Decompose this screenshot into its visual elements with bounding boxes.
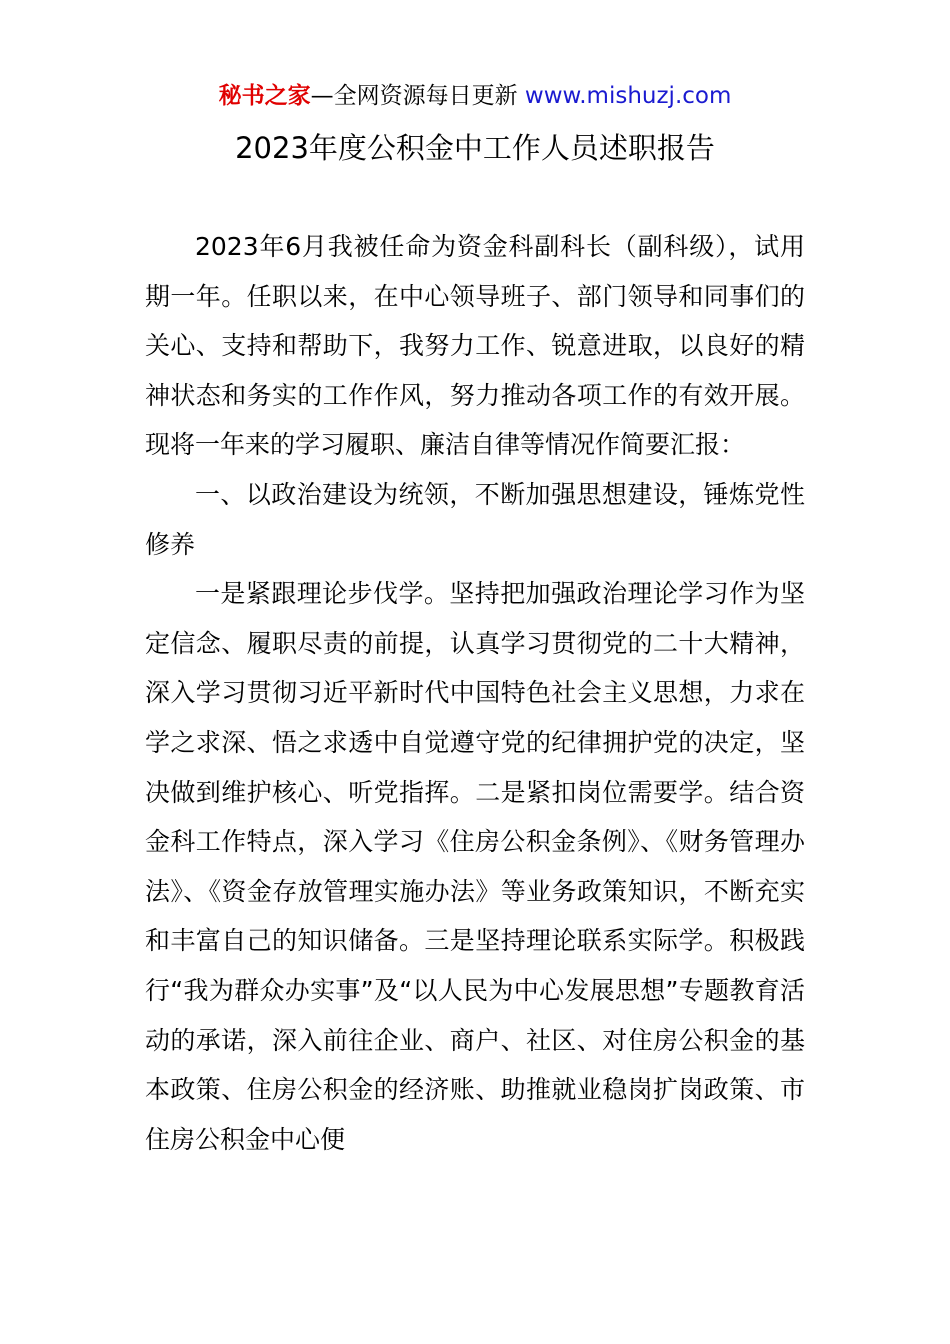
document-title: 2023年度公积金中工作人员述职报告 bbox=[235, 131, 715, 165]
section-heading-1: 一、以政治建设为统领，不断加强思想建设，锤炼党性修养 bbox=[145, 479, 805, 559]
document-body bbox=[145, 222, 805, 1164]
site-url-link[interactable]: www.mishuzj.com bbox=[524, 83, 732, 109]
paragraph-study: 一是紧跟理论步伐学。坚持把加强政治理论学习作为坚定信念、履职尽责的前提，认真学习贯彻党的二十大精神，深入学习贯彻习近平新时代中国特色社会主义思想，力求在学之求深、悟之求透中自觉遵守党的纪律拥护党的决定，坚决做到维护核心、听党指挥。二是紧扣岗位需要学。结合资金科工作特点，深入学习《住房公积金条例》、《财务管理办法》、《资金存放管理实施办法》等业务政策知识，不断充实和丰富自己的知识储备。三是坚持理论联系实际学。积极践行“我为群众办实事”及“以人民为中心发展思想”专题教育活动的承诺，深入前往企业、商户、社区、对住房公积金的基本政策、住房公积金的经济账、助推就业稳岗扩岗政策、市住房公积金中心便 bbox=[145, 579, 805, 1154]
brand-name: 秘书之家 bbox=[218, 83, 311, 109]
paragraph-intro: 2023年6月我被任命为资金科副科长（副科级），试用期一年。任职以来，在中心领导班子、部门领导和同事们的关心、支持和帮助下，我努力工作、锐意进取，以良好的精神状态和务实的工作作风，努力推动各项工作的有效开展。现将一年来的学习履职、廉洁自律等情况作简要汇报： bbox=[145, 232, 805, 460]
site-slogan: —全网资源每日更新 bbox=[310, 83, 518, 109]
site-header bbox=[0, 80, 950, 112]
